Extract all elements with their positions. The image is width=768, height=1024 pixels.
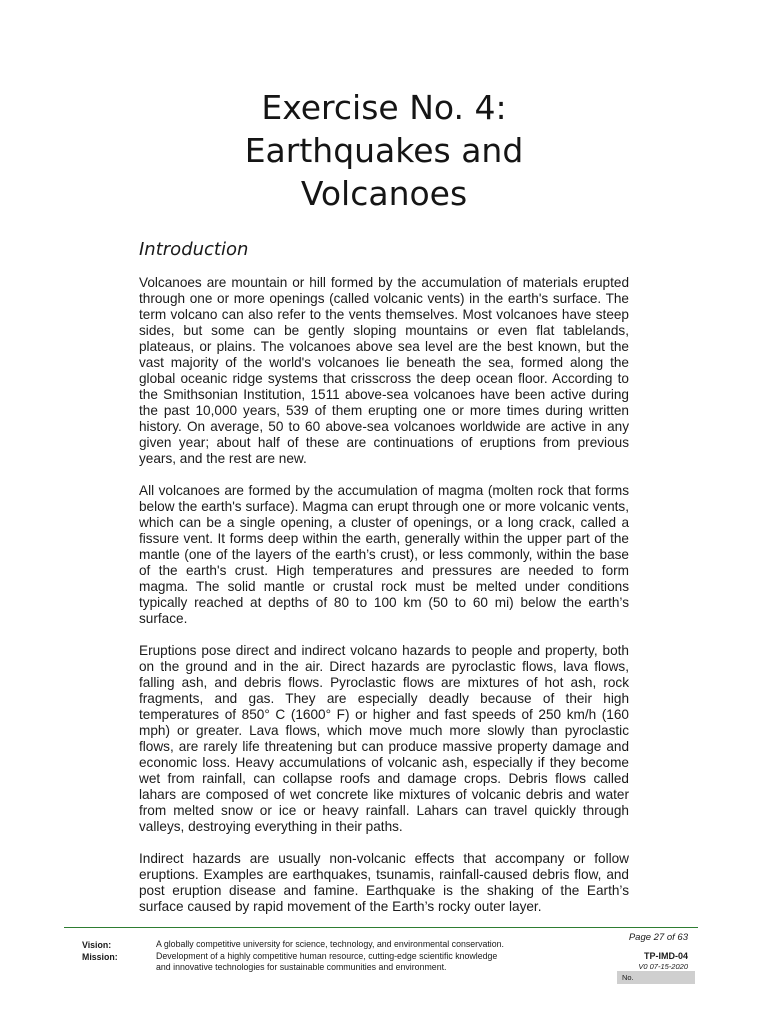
paragraph: Indirect hazards are usually non-volcanic effects that accompany or follow eruptions. Examples are earthquakes, tsunamis, rainfall-caused debris flow, and post eruption disease and famine. Earthquake is the shaking of the Earth’s surface caused by rapid movement of the Earth’s rocky outer layer.: [139, 851, 629, 914]
version-date: V0 07-15-2020: [638, 962, 688, 971]
section-heading: Introduction: [139, 239, 249, 260]
vision-text: A globally competitive university for science, technology, and environmental conservation.: [156, 939, 504, 949]
title-line: Volcanoes: [300, 174, 468, 213]
mission-label: Mission:: [82, 952, 118, 962]
vision-label: Vision:: [82, 940, 112, 950]
paragraph: Eruptions pose direct and indirect volcano hazards to people and property, both on the ground and in the air. Direct hazards are pyroclastic flows, lava flows, falling ash, and debris flows. Pyroclastic flows are mixtures of hot ash, rock fragments, and gas. They are especially deadly because of their high temperatures of 850° C (1600° F) or higher and fast speeds of 250 km/h (160 mph) or greater. Lava flows, which move much more slowly than pyroclastic flows, are rarely life threatening but can produce massive property damage and economic loss. Heavy accumulations of volcanic ash, especially if they become wet from rainfall, can collapse roofs and damage crops. Debris flows called lahars are composed of wet concrete like mixtures of volcanic debris and water from melted snow or ice or heavy rainfall. Lahars can travel quickly through valleys, destroying everything in their paths.: [139, 643, 629, 834]
page-title: [140, 86, 628, 215]
title-line: Exercise No. 4:: [261, 88, 507, 127]
page-number: Page 27 of 63: [628, 932, 688, 943]
footer-divider: [64, 927, 698, 928]
paragraph: All volcanoes are formed by the accumulation of magma (molten rock that forms below the earth's surface). Magma can erupt through one or more volcanic vents, which can be a single opening, a cluster of openings, or a long crack, called a fissure vent. It forms deep within the earth, generally within the upper part of the mantle (one of the layers of the earth’s crust), or less commonly, within the base of the earth's crust. High temperatures and pressures are needed to form magma. The solid mantle or crustal rock must be melted under conditions typically reached at depths of 80 to 100 km (50 to 60 mi) below the earth’s surface.: [139, 483, 629, 626]
footer-document-info: [612, 932, 688, 972]
title-line: Earthquakes and: [244, 131, 524, 170]
body-text: [139, 275, 629, 931]
mission-text: Development of a highly competitive human resource, cutting-edge scientific knowledge: [156, 950, 498, 961]
document-code: TP-IMD-04: [643, 951, 688, 961]
footer-labels: [82, 939, 118, 963]
footer-statements: [156, 939, 596, 974]
document-number-box: No.: [617, 971, 695, 984]
paragraph: Volcanoes are mountain or hill formed by the accumulation of materials erupted through one or more openings (called volcanic vents) in the earth's surface. The term volcano can also refer to the vents themselves. Most volcanoes have steep sides, but some can be gently sloping mountains or even flat tablelands, plateaus, or plains. The volcanoes above sea level are the best known, but the vast majority of the world's volcanoes lie beneath the sea, formed along the global oceanic ridge systems that crisscross the deep ocean floor. According to the Smithsonian Institution, 1511 above-sea volcanoes have been active during the past 10,000 years, 539 of them erupting one or more times during written history. On average, 50 to 60 above-sea volcanoes worldwide are active in any given year; about half of these are continuations of eruptions from previous years, and the rest are new.: [139, 275, 629, 466]
mission-text-continued: and innovative technologies for sustainable communities and environment.: [156, 962, 447, 972]
